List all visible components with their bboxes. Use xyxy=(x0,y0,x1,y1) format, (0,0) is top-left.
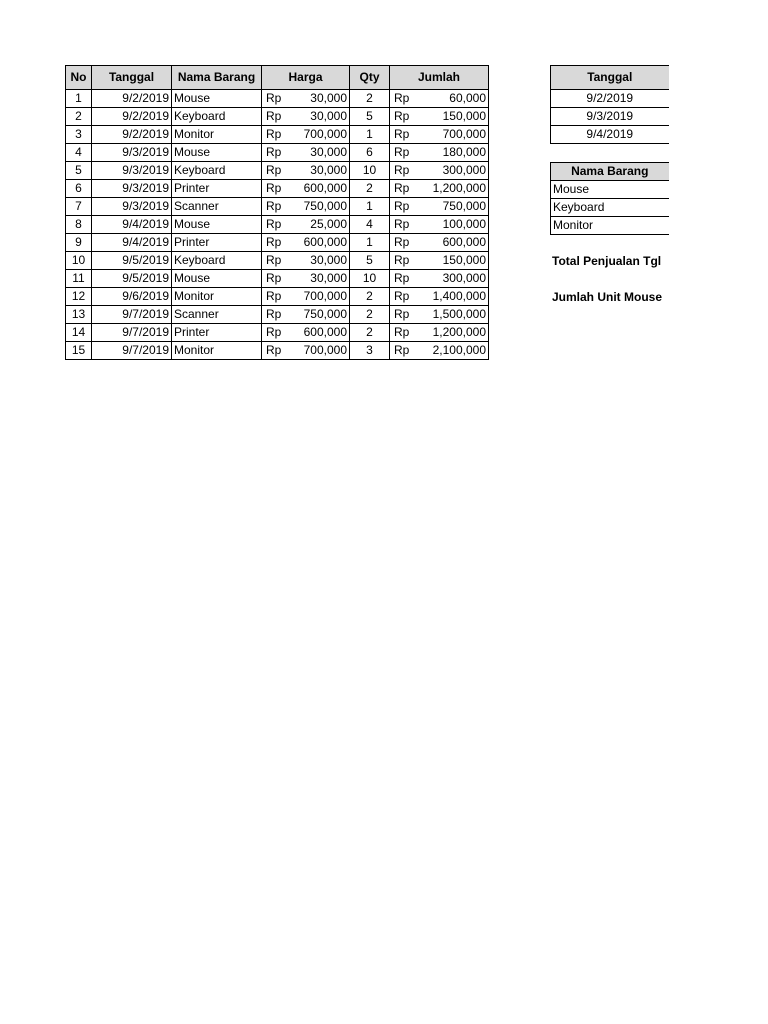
cell-harga[interactable] xyxy=(262,324,350,342)
cell-qty[interactable]: 2 xyxy=(350,324,390,342)
currency-value: 100,000 xyxy=(442,217,486,231)
currency-value: 30,000 xyxy=(310,145,347,159)
cell-qty[interactable]: 1 xyxy=(350,234,390,252)
cell-nama-barang[interactable]: Mouse xyxy=(172,216,262,234)
item-lookup-cell[interactable]: Mouse xyxy=(551,181,669,199)
table-row xyxy=(66,90,489,108)
cell-tanggal[interactable]: 9/2/2019 xyxy=(92,90,172,108)
table-row xyxy=(66,108,489,126)
currency-value: 150,000 xyxy=(442,109,486,123)
cell-no[interactable]: 15 xyxy=(66,342,92,360)
currency-symbol: Rp xyxy=(266,325,282,339)
header-qty[interactable]: Qty xyxy=(350,66,390,90)
cell-qty[interactable]: 10 xyxy=(350,162,390,180)
table-row xyxy=(66,288,489,306)
currency-symbol: Rp xyxy=(394,289,410,303)
cell-harga[interactable] xyxy=(262,144,350,162)
currency-value: 1,500,000 xyxy=(432,307,486,321)
currency-value: 2,100,000 xyxy=(432,343,486,357)
currency-symbol: Rp xyxy=(394,307,410,321)
cell-no[interactable]: 13 xyxy=(66,306,92,324)
table-row xyxy=(551,199,669,217)
table-row xyxy=(66,162,489,180)
currency-symbol: Rp xyxy=(266,289,282,303)
cell-nama-barang[interactable]: Scanner xyxy=(172,306,262,324)
cell-no[interactable]: 6 xyxy=(66,180,92,198)
cell-qty[interactable]: 6 xyxy=(350,144,390,162)
cell-qty[interactable]: 5 xyxy=(350,252,390,270)
sales-table xyxy=(65,65,489,360)
cell-nama-barang[interactable]: Monitor xyxy=(172,288,262,306)
currency-symbol: Rp xyxy=(394,163,410,177)
cell-nama-barang[interactable]: Keyboard xyxy=(172,252,262,270)
cell-jumlah[interactable] xyxy=(390,288,489,306)
currency-symbol: Rp xyxy=(266,109,282,123)
cell-jumlah[interactable] xyxy=(390,252,489,270)
cell-no[interactable]: 7 xyxy=(66,198,92,216)
cell-harga[interactable] xyxy=(262,252,350,270)
cell-no[interactable]: 12 xyxy=(66,288,92,306)
currency-value: 750,000 xyxy=(442,199,486,213)
date-lookup-cell[interactable]: 9/2/2019 xyxy=(551,90,669,108)
cell-no[interactable]: 5 xyxy=(66,162,92,180)
cell-qty[interactable]: 1 xyxy=(350,198,390,216)
currency-symbol: Rp xyxy=(394,181,410,195)
currency-value: 150,000 xyxy=(442,253,486,267)
cell-no[interactable]: 9 xyxy=(66,234,92,252)
total-sales-label[interactable]: Total Penjualan Tgl xyxy=(552,254,662,268)
cell-jumlah[interactable] xyxy=(390,198,489,216)
currency-value: 600,000 xyxy=(303,181,347,195)
cell-jumlah[interactable] xyxy=(390,180,489,198)
table-row xyxy=(551,181,669,199)
cell-nama-barang[interactable]: Scanner xyxy=(172,198,262,216)
currency-symbol: Rp xyxy=(394,109,410,123)
currency-value: 300,000 xyxy=(442,271,486,285)
table-row xyxy=(66,324,489,342)
header-harga[interactable]: Harga xyxy=(262,66,350,90)
currency-value: 60,000 xyxy=(449,91,486,105)
cell-harga[interactable] xyxy=(262,126,350,144)
currency-value: 30,000 xyxy=(310,91,347,105)
currency-symbol: Rp xyxy=(394,271,410,285)
cell-nama-barang[interactable]: Mouse xyxy=(172,90,262,108)
currency-value: 600,000 xyxy=(303,235,347,249)
table-row xyxy=(551,90,669,108)
currency-value: 1,400,000 xyxy=(432,289,486,303)
cell-tanggal[interactable]: 9/3/2019 xyxy=(92,144,172,162)
cell-qty[interactable]: 2 xyxy=(350,288,390,306)
table-row xyxy=(66,342,489,360)
date-lookup-cell[interactable]: 9/4/2019 xyxy=(551,126,669,144)
item-lookup-cell[interactable]: Monitor xyxy=(551,217,669,235)
cell-nama-barang[interactable]: Monitor xyxy=(172,342,262,360)
cell-jumlah[interactable] xyxy=(390,324,489,342)
cell-qty[interactable]: 3 xyxy=(350,342,390,360)
cell-harga[interactable] xyxy=(262,108,350,126)
currency-value: 700,000 xyxy=(303,289,347,303)
cell-nama-barang[interactable]: Monitor xyxy=(172,126,262,144)
currency-value: 600,000 xyxy=(303,325,347,339)
cell-harga[interactable] xyxy=(262,270,350,288)
header-tanggal[interactable]: Tanggal xyxy=(92,66,172,90)
cell-tanggal[interactable]: 9/3/2019 xyxy=(92,198,172,216)
cell-nama-barang[interactable]: Printer xyxy=(172,324,262,342)
cell-tanggal[interactable]: 9/6/2019 xyxy=(92,288,172,306)
currency-symbol: Rp xyxy=(394,127,410,141)
cell-nama-barang[interactable]: Printer xyxy=(172,234,262,252)
table-row xyxy=(66,180,489,198)
cell-jumlah[interactable] xyxy=(390,270,489,288)
cell-no[interactable]: 10 xyxy=(66,252,92,270)
cell-tanggal[interactable]: 9/3/2019 xyxy=(92,162,172,180)
cell-jumlah[interactable] xyxy=(390,162,489,180)
currency-value: 700,000 xyxy=(303,127,347,141)
cell-harga[interactable] xyxy=(262,234,350,252)
currency-symbol: Rp xyxy=(394,199,410,213)
cell-qty[interactable]: 5 xyxy=(350,108,390,126)
cell-no[interactable]: 1 xyxy=(66,90,92,108)
cell-qty[interactable]: 4 xyxy=(350,216,390,234)
currency-value: 300,000 xyxy=(442,163,486,177)
currency-symbol: Rp xyxy=(266,271,282,285)
date-lookup-cell[interactable]: 9/3/2019 xyxy=(551,108,669,126)
currency-symbol: Rp xyxy=(394,235,410,249)
currency-symbol: Rp xyxy=(266,127,282,141)
table-row xyxy=(551,217,669,235)
currency-symbol: Rp xyxy=(394,91,410,105)
table-row xyxy=(66,144,489,162)
currency-symbol: Rp xyxy=(266,91,282,105)
currency-symbol: Rp xyxy=(266,145,282,159)
cell-no[interactable]: 2 xyxy=(66,108,92,126)
cell-jumlah[interactable] xyxy=(390,216,489,234)
date-lookup-header[interactable]: Tanggal xyxy=(551,66,669,90)
cell-tanggal[interactable]: 9/7/2019 xyxy=(92,342,172,360)
cell-qty[interactable]: 2 xyxy=(350,90,390,108)
cell-qty[interactable]: 2 xyxy=(350,306,390,324)
cell-tanggal[interactable]: 9/7/2019 xyxy=(92,324,172,342)
cell-no[interactable]: 8 xyxy=(66,216,92,234)
currency-symbol: Rp xyxy=(394,253,410,267)
currency-value: 180,000 xyxy=(442,145,486,159)
cell-nama-barang[interactable]: Keyboard xyxy=(172,108,262,126)
table-row xyxy=(66,270,489,288)
cell-tanggal[interactable]: 9/2/2019 xyxy=(92,108,172,126)
currency-value: 750,000 xyxy=(303,199,347,213)
table-row xyxy=(66,126,489,144)
currency-symbol: Rp xyxy=(266,307,282,321)
cell-no[interactable]: 3 xyxy=(66,126,92,144)
cell-tanggal[interactable]: 9/4/2019 xyxy=(92,234,172,252)
currency-value: 700,000 xyxy=(442,127,486,141)
cell-jumlah[interactable] xyxy=(390,144,489,162)
currency-symbol: Rp xyxy=(266,235,282,249)
table-row xyxy=(551,126,669,144)
cell-tanggal[interactable]: 9/5/2019 xyxy=(92,270,172,288)
currency-symbol: Rp xyxy=(266,163,282,177)
cell-no[interactable]: 14 xyxy=(66,324,92,342)
cell-harga[interactable] xyxy=(262,216,350,234)
cell-nama-barang[interactable]: Mouse xyxy=(172,144,262,162)
currency-value: 600,000 xyxy=(442,235,486,249)
currency-symbol: Rp xyxy=(266,343,282,357)
cell-harga[interactable] xyxy=(262,90,350,108)
cell-jumlah[interactable] xyxy=(390,234,489,252)
header-jumlah[interactable]: Jumlah xyxy=(390,66,489,90)
currency-symbol: Rp xyxy=(266,253,282,267)
cell-jumlah[interactable] xyxy=(390,108,489,126)
cell-harga[interactable] xyxy=(262,162,350,180)
currency-symbol: Rp xyxy=(394,145,410,159)
currency-value: 1,200,000 xyxy=(432,181,486,195)
currency-symbol: Rp xyxy=(394,343,410,357)
cell-no[interactable]: 11 xyxy=(66,270,92,288)
currency-symbol: Rp xyxy=(394,325,410,339)
cell-tanggal[interactable]: 9/4/2019 xyxy=(92,216,172,234)
cell-tanggal[interactable]: 9/3/2019 xyxy=(92,180,172,198)
currency-value: 30,000 xyxy=(310,271,347,285)
currency-value: 25,000 xyxy=(310,217,347,231)
table-row xyxy=(551,108,669,126)
cell-tanggal[interactable]: 9/2/2019 xyxy=(92,126,172,144)
cell-qty[interactable]: 10 xyxy=(350,270,390,288)
sales-table-body xyxy=(66,90,489,360)
currency-value: 30,000 xyxy=(310,109,347,123)
header-no[interactable]: No xyxy=(66,66,92,90)
item-lookup-header[interactable]: Nama Barang xyxy=(551,163,669,181)
cell-harga[interactable] xyxy=(262,180,350,198)
cell-harga[interactable] xyxy=(262,288,350,306)
sales-table-header-row xyxy=(66,66,489,90)
cell-nama-barang[interactable]: Mouse xyxy=(172,270,262,288)
cell-jumlah[interactable] xyxy=(390,342,489,360)
currency-symbol: Rp xyxy=(266,217,282,231)
currency-symbol: Rp xyxy=(266,181,282,195)
date-lookup-table xyxy=(550,65,669,144)
cell-harga[interactable] xyxy=(262,342,350,360)
table-row xyxy=(66,234,489,252)
currency-symbol: Rp xyxy=(394,217,410,231)
cell-no[interactable]: 4 xyxy=(66,144,92,162)
currency-symbol: Rp xyxy=(266,199,282,213)
cell-harga[interactable] xyxy=(262,198,350,216)
currency-value: 750,000 xyxy=(303,307,347,321)
cell-tanggal[interactable]: 9/5/2019 xyxy=(92,252,172,270)
cell-nama-barang[interactable]: Printer xyxy=(172,180,262,198)
currency-value: 1,200,000 xyxy=(432,325,486,339)
currency-value: 700,000 xyxy=(303,343,347,357)
cell-qty[interactable]: 2 xyxy=(350,180,390,198)
currency-value: 30,000 xyxy=(310,253,347,267)
table-row xyxy=(66,216,489,234)
currency-value: 30,000 xyxy=(310,163,347,177)
item-lookup-table xyxy=(550,162,669,235)
cell-nama-barang[interactable]: Keyboard xyxy=(172,162,262,180)
cell-harga[interactable] xyxy=(262,306,350,324)
cell-jumlah[interactable] xyxy=(390,306,489,324)
mouse-units-label[interactable]: Jumlah Unit Mouse xyxy=(552,290,663,304)
table-row xyxy=(66,252,489,270)
cell-jumlah[interactable] xyxy=(390,90,489,108)
header-nama-barang[interactable]: Nama Barang xyxy=(172,66,262,90)
item-lookup-cell[interactable]: Keyboard xyxy=(551,199,669,217)
cell-tanggal[interactable]: 9/7/2019 xyxy=(92,306,172,324)
cell-qty[interactable]: 1 xyxy=(350,126,390,144)
table-row xyxy=(66,306,489,324)
table-row xyxy=(66,198,489,216)
cell-jumlah[interactable] xyxy=(390,126,489,144)
